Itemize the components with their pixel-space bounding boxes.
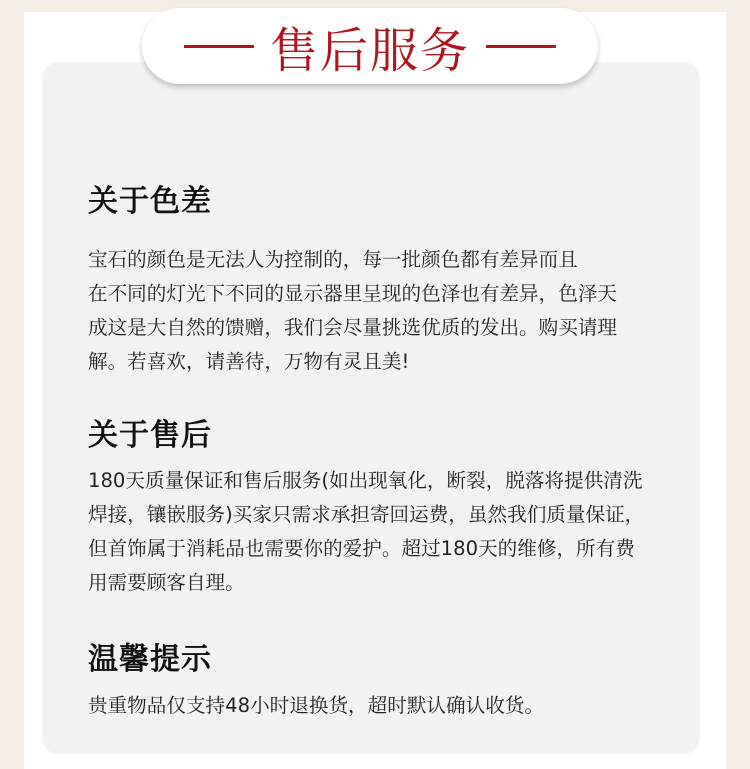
title-right-dash [486,45,556,48]
section-text-kind-reminder [88,689,694,723]
text-line: 在不同的灯光下不同的显示器里呈现的色泽也有差异，色泽天 [88,282,618,305]
page-title: 售后服务 [269,22,470,79]
section-heading-color-difference: 关于色差 [88,184,212,219]
text-line: 180天质量保证和售后服务(如出现氧化，断裂，脱落将提供清洗 [88,469,643,492]
text-line: 但首饰属于消耗品也需要你的爱护。超过180天的维修，所有费 [88,537,635,560]
section-heading-kind-reminder: 温馨提示 [88,642,212,677]
title-left-dash [184,45,254,48]
text-line: 成这是大自然的馈赠，我们会尽量挑选优质的发出。购买请理 [88,316,618,339]
text-line: 解。若喜欢，请善待，万物有灵且美! [88,350,410,373]
text-line: 焊接，镶嵌服务)买家只需求承担寄回运费，虽然我们质量保证， [88,503,645,526]
section-text-after-sales [88,464,694,600]
title-banner [142,8,598,84]
section-heading-after-sales: 关于售后 [88,418,212,453]
section-text-color-difference [88,243,694,379]
text-line: 贵重物品仅支持48小时退换货，超时默认确认收货。 [88,694,544,717]
text-line: 用需要顾客自理。 [88,571,245,594]
text-line: 宝石的颜色是无法人为控制的，每一批颜色都有差异而且 [88,248,578,271]
